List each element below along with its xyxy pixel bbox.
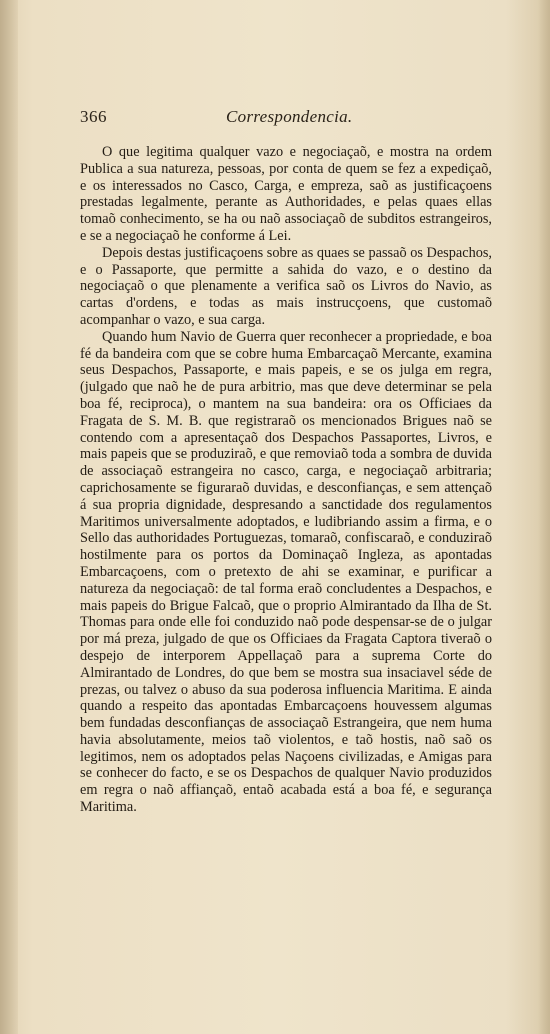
body-text (80, 144, 492, 816)
paragraph-1: O que legitima qualquer vazo e negociaçaõ, e mostra na ordem Publica a sua natureza, pessoas, por conta de quem se fez a expediçaõ, e os interessados no Casco, Carga, e empreza, saõ as justificaçoens prestadas legalmente, perante as Authoridades, e pelas quaes ellas tomaõ conhecimento, se ha ou naõ associaçaõ de subditos estrangeiros, e se a negociaçaõ he conforme á Lei. (80, 144, 492, 244)
page-gutter-shadow (0, 0, 18, 1034)
page-edge-shadow (538, 0, 550, 1034)
running-title: Correspondencia. (226, 107, 353, 126)
page-number: 366 (80, 107, 107, 126)
paragraph-3: Quando hum Navio de Guerra quer reconhecer a propriedade, e boa fé da bandeira com que se cobre huma Embarcaçaõ Mercante, examina seus Despachos, Passaporte, e mais papeis, e se os julga em regra, (julgado que naõ he de pura arbitrio, mas que deve determinar se pela boa fé, reciproca), o mantem na sua bandeira: ora os Officiaes da Fragata de S. M. B. que registraraõ os mencionados Brigues naõ se contendo com a apresentaçaõ dos Despachos Passaportes, Livros, e mais papeis que se produziraõ, e que removiaõ toda a sombra de duvida de associaçaõ estrangeira no casco, carga, e negociaçaõ arbitraria; caprichosamente se figuraraõ duvidas, e desconfianças, e sem attençaõ á sua propria dignidade, despresando a sanctidade dos regulamentos Maritimos universalmente adoptados, e ludibriando assim a firma, e o Sello das authoridades Portuguezas, tomaraõ, confiscaraõ, e conduziraõ hostilmente para os portos da Dominaçaõ Ingleza, as apontadas Embarcaçoens, com o pretexto de ahi se examinar, e purificar a natureza da negociaçaõ: de tal forma eraõ concludentes a Despachos, e mais papeis do Brigue Falcaõ, que o proprio Almirantado da Ilha de St. Thomas para onde elle foi conduzido naõ pode despensar-se de o julgar por má preza, julgado de que os Officiaes da Fragata Captora tiveraõ o despejo de interporem Appellaçaõ para a suprema Corte do Almirantado de Londres, do que bem se mostra sua insaciavel séde de prezas, ou talvez o abuso da sua poderosa influencia Maritima. E ainda quando a respeito das apontadas Embarcaçoens houvessem algumas bem fundadas desconfianças de associaçaõ Estrangeira, que nem huma havia absolutamente, meios taõ violentos, e taõ hostis, naõ saõ os legitimos, nem os adoptados pelas Naçoens civilizadas, e Amigas para se conhecer do facto, e se os Despachos de qualquer Navio produzidos em regra o naõ affiançaõ, entaõ acabada está a boa fé, e segurança Maritima. (80, 328, 492, 816)
page-header (80, 107, 492, 131)
paragraph-2: Depois destas justificaçoens sobre as quaes se passaõ os Despachos, e o Passaporte, que permitte a sahida do vazo, e o destino da negociaçaõ o que plenamente a verifica saõ os Livros do Navio, as cartas d'ordens, e todas as mais instrucçoens, que customaõ acompanhar o vazo, e sua carga. (80, 244, 492, 328)
